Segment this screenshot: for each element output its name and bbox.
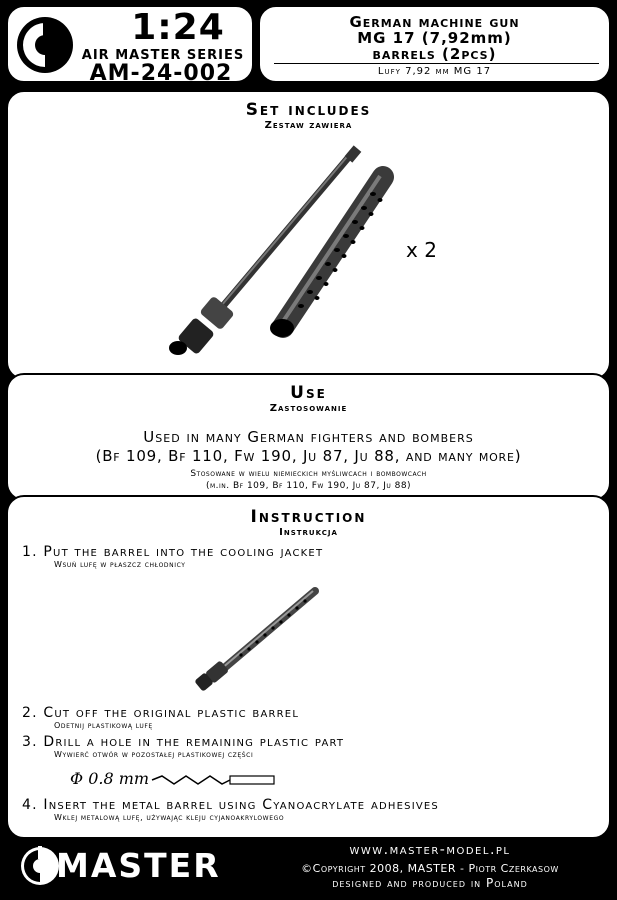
header-title-panel (258, 5, 611, 83)
master-logo-icon (16, 13, 74, 77)
step-4-text: 4. Insert the metal barrel using Cyanoacrylate adhesives (22, 797, 439, 813)
step-1-text: 1. Put the barrel into the cooling jacket (22, 544, 324, 560)
use-line-2: (Bf 109, Bf 110, Fw 190, Ju 87, Ju 88, and many more) (95, 447, 522, 465)
series-label: AIR MASTER SERIES (81, 48, 245, 63)
use-heading: Use (290, 383, 327, 403)
use-panel (6, 373, 611, 501)
step-2-text: 2. Cut off the original plastic barrel (22, 705, 300, 721)
quantity-label: x 2 (406, 238, 437, 262)
header-logo-panel (6, 5, 254, 86)
drill-size-label: Φ 0.8 mm (70, 769, 150, 788)
title-divider (274, 63, 599, 64)
cooling-jacket-part-icon (270, 176, 383, 337)
use-line-1: Used in many German fighters and bombers (143, 428, 474, 446)
footer-copyright: ©Copyright 2008, MASTER - Piotr Czerkasow (301, 862, 559, 875)
set-includes-panel (6, 90, 611, 380)
drill-bit-icon (150, 773, 276, 787)
barrel-parts-image (158, 142, 398, 372)
master-footer-logo-icon (20, 842, 60, 890)
step-4-subtext: Wklej metalową lufę, używając kleju cyjanoakrylowego (54, 813, 285, 822)
product-code: AM-24-002 (89, 61, 233, 86)
instruction-panel (6, 495, 611, 839)
footer (0, 840, 617, 900)
step-1-subtext: Wsuń lufę w płaszcz chłodnicy (54, 560, 186, 569)
title-line-3: barrels (2pcs) (372, 45, 497, 63)
set-includes-subheading: Zestaw zawiera (264, 120, 353, 131)
instruction-heading: Instruction (250, 507, 367, 527)
title-line-2: MG 17 (7,92mm) (357, 29, 512, 47)
title-line-1: German machine gun (349, 13, 520, 31)
scale-label: 1:24 (131, 7, 225, 48)
footer-made-in: designed and produced in Poland (332, 876, 528, 890)
assembled-barrel-image (193, 587, 323, 697)
footer-website[interactable]: www.master-model.pl (349, 842, 511, 858)
step-3-text: 3. Drill a hole in the remaining plastic part (22, 734, 345, 750)
use-line-4: (m.in. Bf 109, Bf 110, Fw 190, Ju 87, Ju 88) (205, 481, 412, 491)
step-3-subtext: Wywierć otwór w pozostałej plastikowej części (54, 750, 254, 759)
use-line-3: Stosowane w wielu niemieckich myśliwcach i bombowcach (190, 469, 427, 479)
step-2-subtext: Odetnij plastikową lufę (54, 721, 153, 730)
footer-brand: MASTER (56, 846, 221, 885)
set-includes-heading: Set includes (245, 100, 372, 120)
use-subheading: Zastosowanie (269, 403, 348, 414)
title-subtitle: Lufy 7,92 mm MG 17 (377, 66, 492, 77)
instruction-subheading: Instrukcja (279, 527, 338, 538)
